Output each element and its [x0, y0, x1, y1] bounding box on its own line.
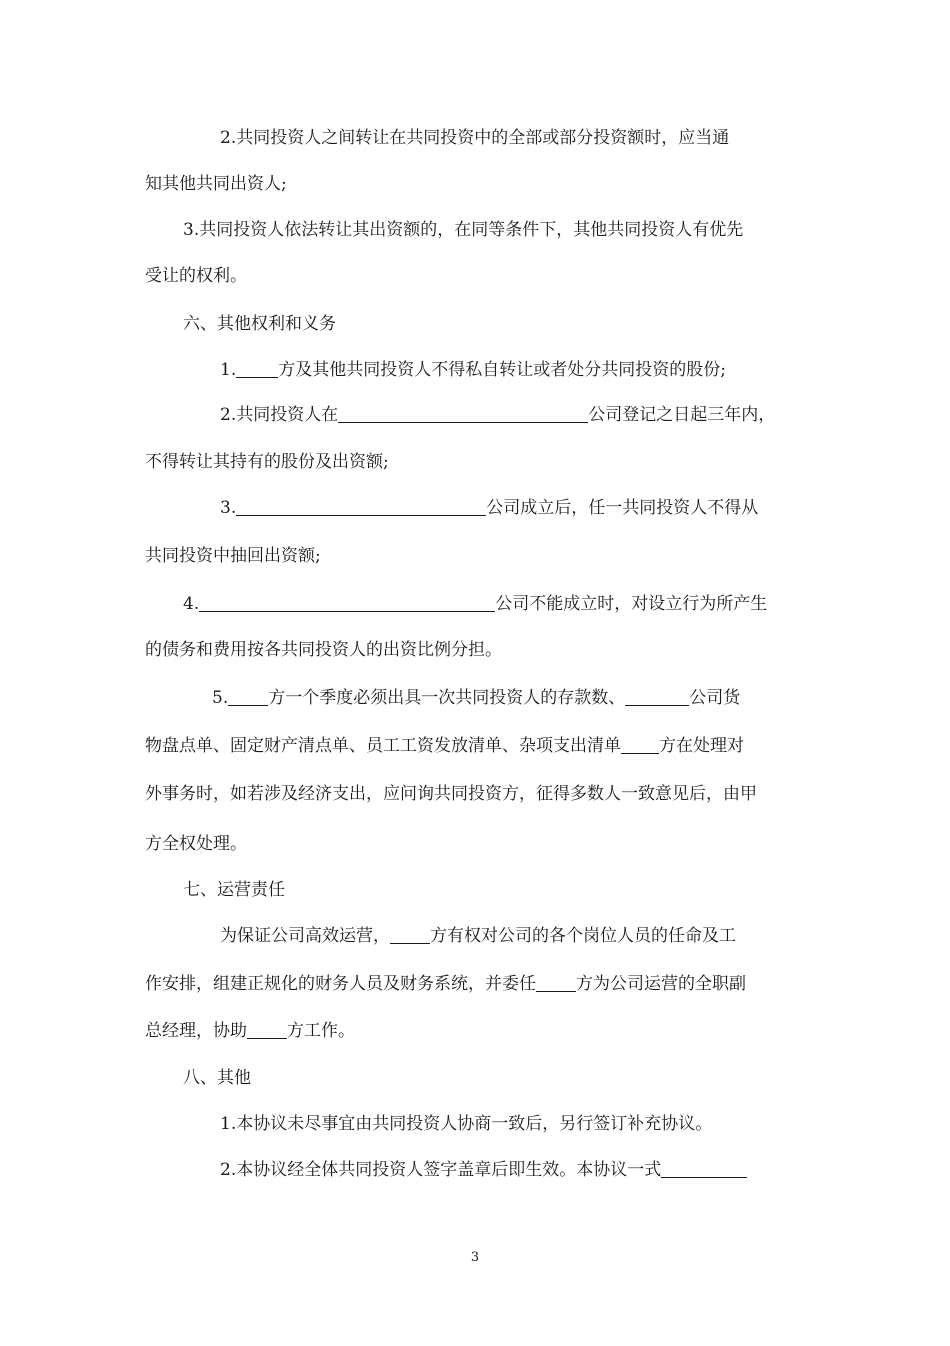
paragraph-line	[220, 498, 758, 518]
section-heading: 七、运营责任	[183, 880, 285, 900]
line-text: 公司登记之日起三年内，	[588, 405, 776, 425]
line-text: 方在处理对	[659, 736, 744, 756]
section-heading: 六、其他权利和义务	[183, 314, 336, 334]
page-number: 3	[470, 1250, 480, 1265]
line-text: 2.共同投资人在	[220, 405, 339, 425]
blank-field	[625, 688, 689, 706]
line-text: 物盘点单、固定财产清点单、员工工资发放清单、杂项支出清单	[145, 736, 621, 756]
line-text: 公司不能成立时，对设立行为所产生	[495, 594, 768, 614]
paragraph-line: 1.本协议未尽事宜由共同投资人协商一致后，另行签订补充协议。	[220, 1114, 713, 1134]
paragraph-line	[183, 594, 767, 614]
blank-field	[338, 405, 588, 423]
paragraph-line	[145, 974, 746, 994]
blank-field	[236, 360, 278, 378]
line-text: 总经理，协助	[145, 1021, 247, 1041]
blank-field	[228, 688, 268, 706]
blank-field	[236, 498, 486, 516]
line-text: 为保证公司高效运营，	[220, 926, 390, 946]
line-text: 5.	[212, 688, 229, 708]
line-text: 方一个季度必须出具一次共同投资人的存款数、	[268, 688, 626, 708]
paragraph-line	[145, 1021, 355, 1041]
paragraph-line: 3.共同投资人依法转让其出资额的，在同等条件下，其他共同投资人有优先	[183, 220, 744, 240]
line-text: 3.	[220, 498, 237, 518]
line-text: 2.本协议经全体共同投资人签字盖章后即生效。本协议一式	[220, 1160, 662, 1180]
section-heading: 八、其他	[183, 1068, 251, 1088]
blank-field	[661, 1160, 747, 1178]
line-text: 方及其他共同投资人不得私自转让或者处分共同投资的股份;	[278, 360, 726, 380]
paragraph-line: 知其他共同出资人;	[145, 174, 287, 194]
blank-field	[247, 1021, 287, 1039]
paragraph-line	[145, 736, 744, 756]
paragraph-line	[220, 360, 726, 380]
line-text: 4.	[183, 594, 200, 614]
blank-field	[621, 736, 659, 754]
blank-field	[390, 926, 430, 944]
line-text: 方有权对公司的各个岗位人员的任命及工	[430, 926, 736, 946]
paragraph-line	[220, 926, 736, 946]
paragraph-line: 方全权处理。	[145, 834, 247, 854]
paragraph-line: 的债务和费用按各共同投资人的出资比例分担。	[145, 640, 502, 660]
paragraph-line: 受让的权利。	[145, 266, 247, 286]
paragraph-line	[220, 1160, 747, 1180]
line-text: 方为公司运营的全职副	[576, 974, 746, 994]
line-text: 1.	[220, 360, 237, 380]
line-text: 作安排，组建正规化的财务人员及财务系统，并委任	[145, 974, 536, 994]
blank-field	[199, 594, 495, 612]
blank-field	[536, 974, 576, 992]
line-text: 公司成立后，任一共同投资人不得从	[486, 498, 759, 518]
paragraph-line	[220, 405, 775, 425]
paragraph-line: 外事务时，如若涉及经济支出，应问询共同投资方，征得多数人一致意见后，由甲	[145, 784, 757, 804]
line-text: 方工作。	[287, 1021, 355, 1041]
paragraph-line	[212, 688, 740, 708]
paragraph-line: 共同投资中抽回出资额;	[145, 546, 321, 566]
paragraph-line: 2.共同投资人之间转让在共同投资中的全部或部分投资额时，应当通	[220, 128, 730, 148]
paragraph-line: 不得转让其持有的股份及出资额;	[145, 452, 389, 472]
line-text: 公司货	[689, 688, 741, 708]
